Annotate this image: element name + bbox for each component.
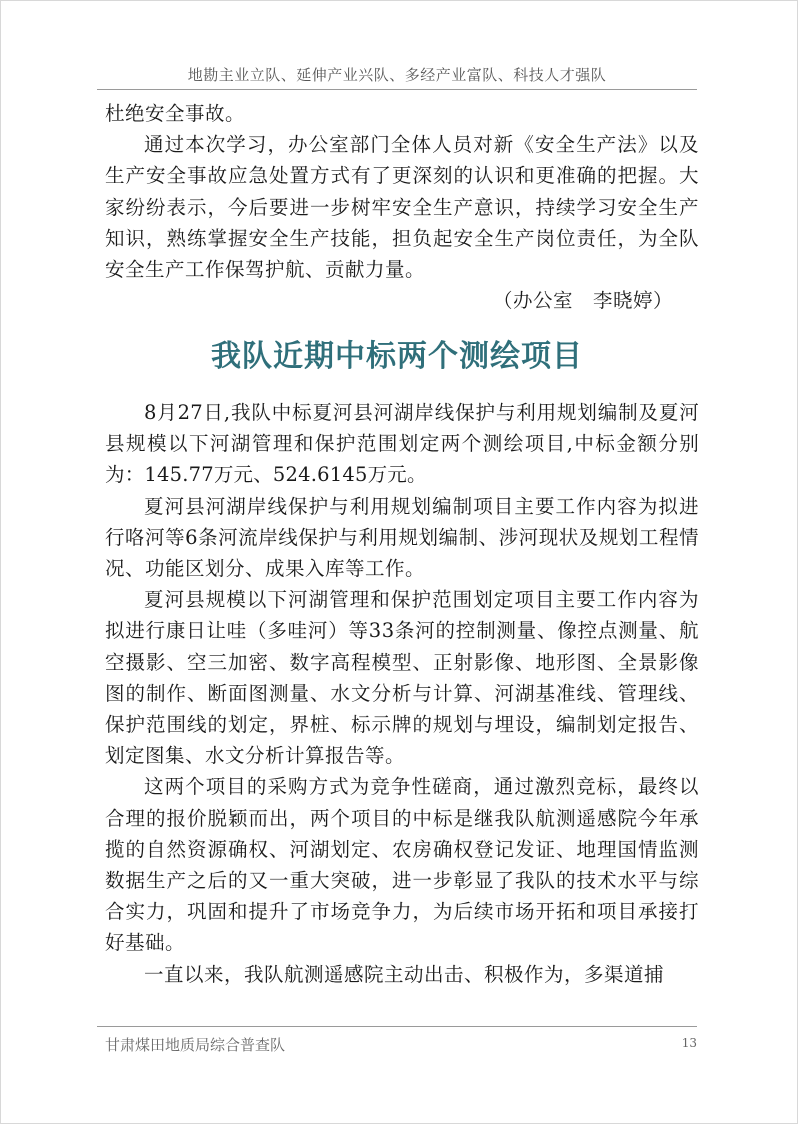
footer-organization: 甘肃煤田地质局综合普查队 <box>105 1036 286 1054</box>
paragraph: 一直以来，我队航测遥感院主动出击、积极作为，多渠道捕 <box>144 962 665 986</box>
byline: （办公室 李晓婷） <box>492 289 673 313</box>
paragraph: 通过本次学习，办公室部门全体人员对新《安全生产法》以及生产安全事故应急处置方式有了更深刻的认识和更准确的把握。大家纷纷表示，今后要进一步树牢安全生产意识，持续学习安全生产知识，熟练掌握安全生产技能，担负起安全生产岗位责任，为全队安全生产工作保驾护航、贡献力量。 <box>105 133 699 282</box>
page-number: 13 <box>681 1036 697 1050</box>
running-header: 地勘主业立队、延伸产业兴队、多经产业富队、科技人才强队 <box>187 66 607 84</box>
paragraph: 夏河县河湖岸线保护与利用规划编制项目主要工作内容为拟进行咯河等6条河流岸线保护与利用规划编制、涉河现状及规划工程情况、功能区划分、成果入库等工作。 <box>105 494 699 581</box>
header-divider <box>97 89 697 90</box>
article-surveying-projects <box>105 397 699 990</box>
paragraph: 8月27日,我队中标夏河县河湖岸线保护与利用规划编制及夏河县规模以下河湖管理和保护范围划定两个测绘项目,中标金额分别为：145.77万元、524.6145万元。 <box>105 401 699 487</box>
paragraph: 夏河县规模以下河湖管理和保护范围划定项目主要工作内容为拟进行康日让哇（多哇河）等33条河的控制测量、像控点测量、航空摄影、空三加密、数字高程模型、正射影像、地形图、全景影像图的制作、断面图测量、水文分析与计算、河湖基准线、管理线、保护范围线的划定，界桩、标示牌的规划与埋设，编制划定报告、划定图集、水文分析计算报告等。 <box>105 588 699 768</box>
article-title: 我队近期中标两个测绘项目 <box>211 339 583 374</box>
paragraph: 这两个项目的采购方式为竞争性磋商，通过激烈竞标，最终以合理的报价脱颖而出，两个项目的中标是继我队航测遥感院今年承揽的自然资源确权、河湖划定、农房确权登记发证、地理国情监测数据生产之后的又一重大突破，进一步彰显了我队的技术水平与综合实力，巩固和提升了市场竞争力，为后续市场开拓和项目承接打好基础。 <box>105 775 699 955</box>
footer-divider <box>97 1026 697 1027</box>
article-safety-study <box>105 98 699 316</box>
paragraph: 杜绝安全事故。 <box>105 102 246 125</box>
